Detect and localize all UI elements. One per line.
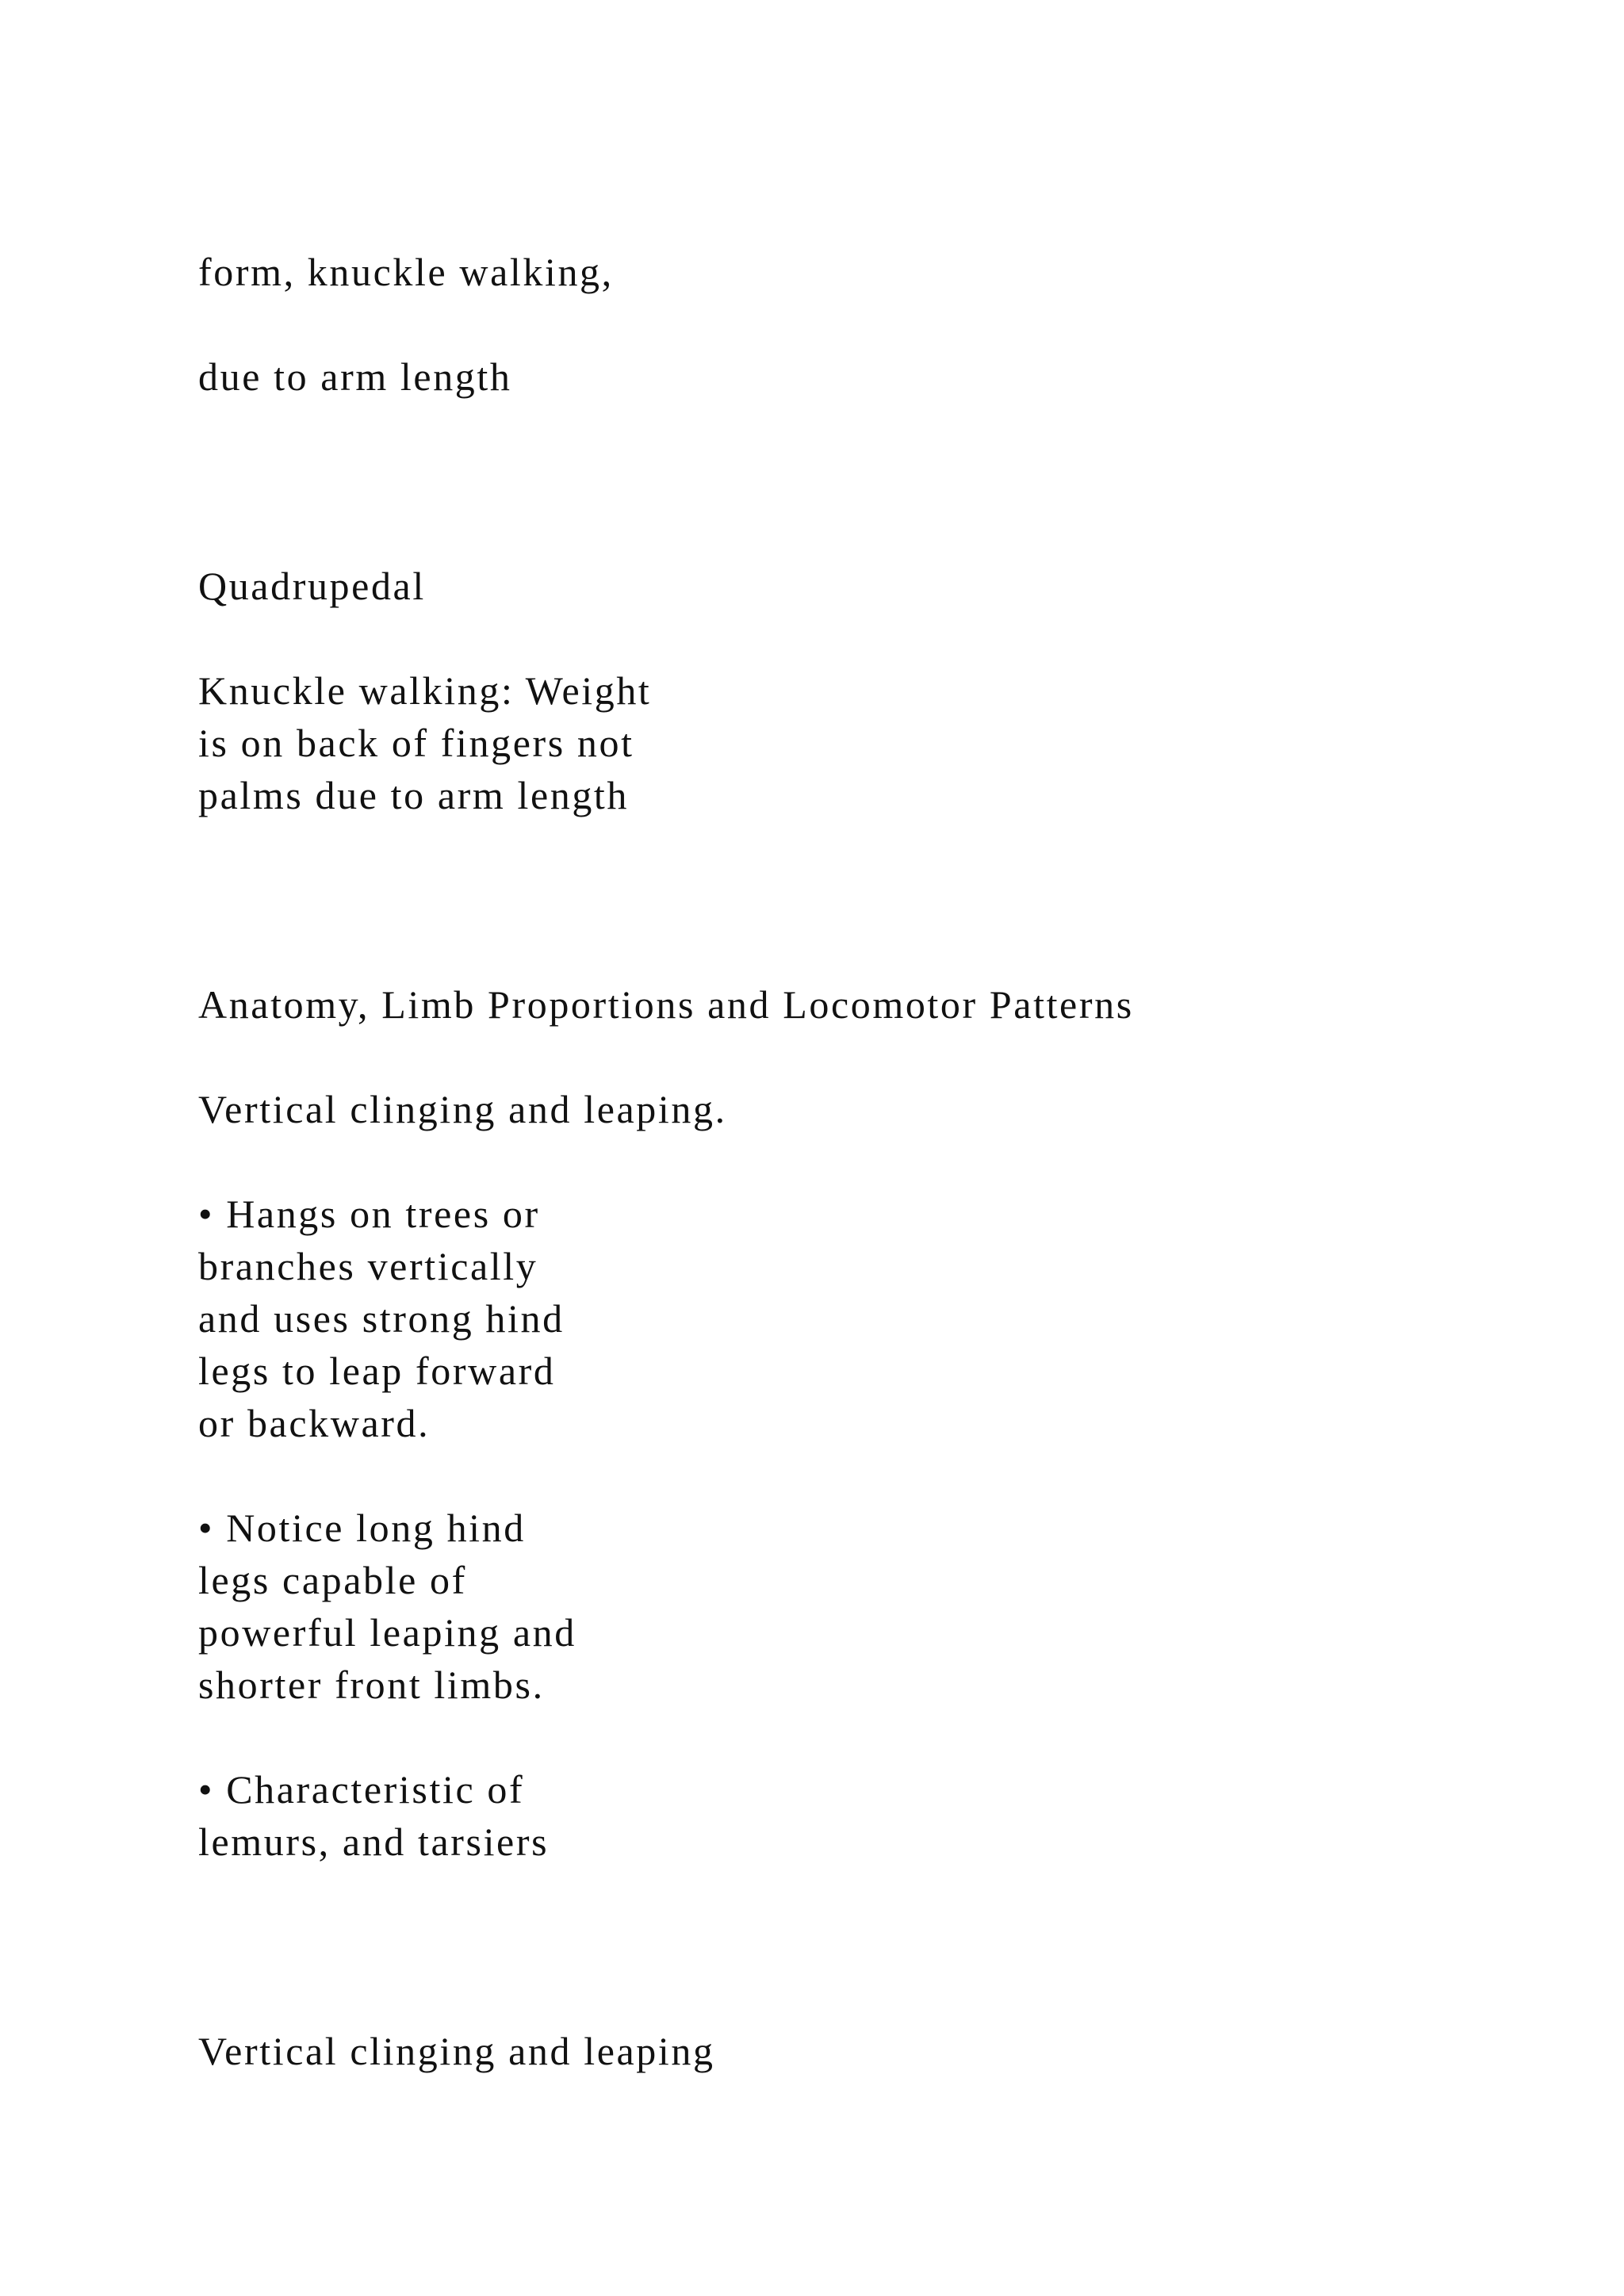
slide-title: Anatomy, Limb Proportions and Locomotor Patterns [198,982,1134,1027]
section-heading: Vertical clinging and leaping. [198,1087,727,1131]
section-heading: Quadrupedal [198,564,426,608]
bullet-line: or backward. [198,1401,431,1445]
text-line: is on back of fingers not [198,721,634,765]
bullet-line: powerful leaping and [198,1610,576,1655]
text-line: form, knuckle walking, [198,250,614,294]
text-line: Knuckle walking: Weight [198,668,652,713]
bullet-line: lemurs, and tarsiers [198,1820,550,1864]
bullet-line: • Hangs on trees or [198,1192,540,1236]
bullet-line: • Characteristic of [198,1767,525,1812]
section-heading: Vertical clinging and leaping [198,2029,715,2073]
bullet-line: • Notice long hind [198,1506,526,1550]
bullet-line: legs capable of [198,1558,467,1602]
text-line: palms due to arm length [198,773,630,817]
bullet-line: shorter front limbs. [198,1663,545,1707]
text-line: due to arm length [198,354,512,399]
bullet-line: and uses strong hind [198,1296,565,1341]
bullet-line: legs to leap forward [198,1349,556,1393]
bullet-line: branches vertically [198,1244,538,1288]
